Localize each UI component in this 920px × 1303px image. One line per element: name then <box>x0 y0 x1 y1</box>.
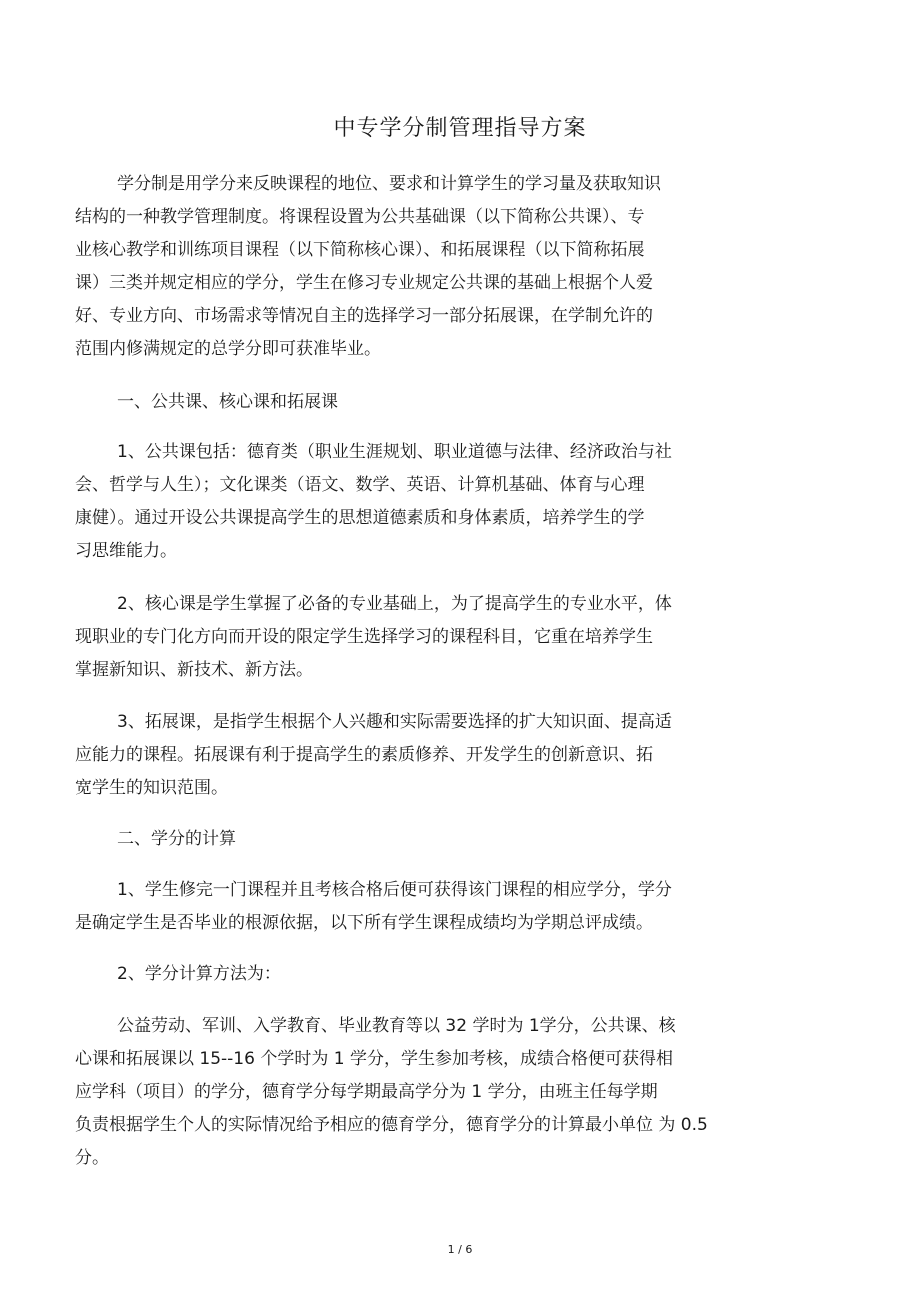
page-number: 1 / 6 <box>447 1243 473 1256</box>
paragraph-credit-method <box>75 958 805 991</box>
paragraph-line: 习思维能力。 <box>75 541 177 561</box>
paragraph-credit-rule <box>75 874 805 940</box>
paragraph-line: 会、哲学与人生）；文化课类（语文、数学、英语、计算机基础、体育与心理 <box>75 475 645 495</box>
paragraph-line: 好、专业方向、市场需求等情况自主的选择学习一部分拓展课，在学制允许的 <box>75 306 653 326</box>
paragraph-line: 1、学生修完一门课程并且考核合格后便可获得该门课程的相应学分，学分 <box>117 880 672 900</box>
paragraph-core-courses <box>75 588 805 687</box>
paragraph-line: 负责根据学生个人的实际情况给予相应的德育学分，德育学分的计算最小单位 为 0.5 <box>75 1115 708 1135</box>
paragraph-line: 掌握新知识、新技术、新方法。 <box>75 660 313 680</box>
paragraph-line: 结构的一种教学管理制度。将课程设置为公共基础课（以下简称公共课）、专 <box>75 207 645 227</box>
paragraph-extended-courses <box>75 706 805 805</box>
paragraph-line: 3、拓展课，是指学生根据个人兴趣和实际需要选择的扩大知识面、提高适 <box>117 712 672 732</box>
paragraph-line: 现职业的专门化方向而开设的限定学生选择学习的课程科目，它重在培养学生 <box>75 627 653 647</box>
paragraph-line: 康健）。通过开设公共课提高学生的思想道德素质和身体素质，培养学生的学 <box>75 508 645 528</box>
heading-line: 二、学分的计算 <box>117 829 236 849</box>
document-title: 中专学分制管理指导方案 <box>333 116 587 141</box>
intro-paragraph <box>75 168 805 366</box>
paragraph-public-courses <box>75 436 805 568</box>
paragraph-line: 2、学分计算方法为： <box>117 964 281 984</box>
section-heading-2 <box>75 823 805 856</box>
paragraph-line: 心课和拓展课以 15--16 个学时为 1 学分，学生参加考核，成绩合格便可获得相 <box>75 1049 673 1069</box>
section-heading-1 <box>75 386 805 419</box>
paragraph-line: 分。 <box>75 1148 109 1168</box>
paragraph-line: 学分制是用学分来反映课程的地位、要求和计算学生的学习量及获取知识 <box>117 174 661 194</box>
paragraph-line: 范围内修满规定的总学分即可获准毕业。 <box>75 339 381 359</box>
paragraph-line: 应学科（项目）的学分，德育学分每学期最高学分为 1 学分，由班主任每学期 <box>75 1082 658 1102</box>
paragraph-credit-details <box>75 1010 805 1175</box>
paragraph-line: 是确定学生是否毕业的根源依据，以下所有学生课程成绩均为学期总评成绩。 <box>75 913 653 933</box>
paragraph-line: 宽学生的知识范围。 <box>75 778 228 798</box>
paragraph-line: 1、公共课包括：德育类（职业生涯规划、职业道德与法律、经济政治与社 <box>117 442 672 462</box>
paragraph-line: 课）三类并规定相应的学分，学生在修习专业规定公共课的基础上根据个人爱 <box>75 273 653 293</box>
paragraph-line: 2、核心课是学生掌握了必备的专业基础上，为了提高学生的专业水平，体 <box>117 594 672 614</box>
paragraph-line: 公益劳动、军训、入学教育、毕业教育等以 32 学时为 1学分，公共课、核 <box>117 1016 676 1036</box>
heading-line: 一、公共课、核心课和拓展课 <box>117 392 338 412</box>
paragraph-line: 业核心教学和训练项目课程（以下简称核心课）、和拓展课程（以下简称拓展 <box>75 240 645 260</box>
paragraph-line: 应能力的课程。拓展课有利于提高学生的素质修养、开发学生的创新意识、拓 <box>75 745 653 765</box>
